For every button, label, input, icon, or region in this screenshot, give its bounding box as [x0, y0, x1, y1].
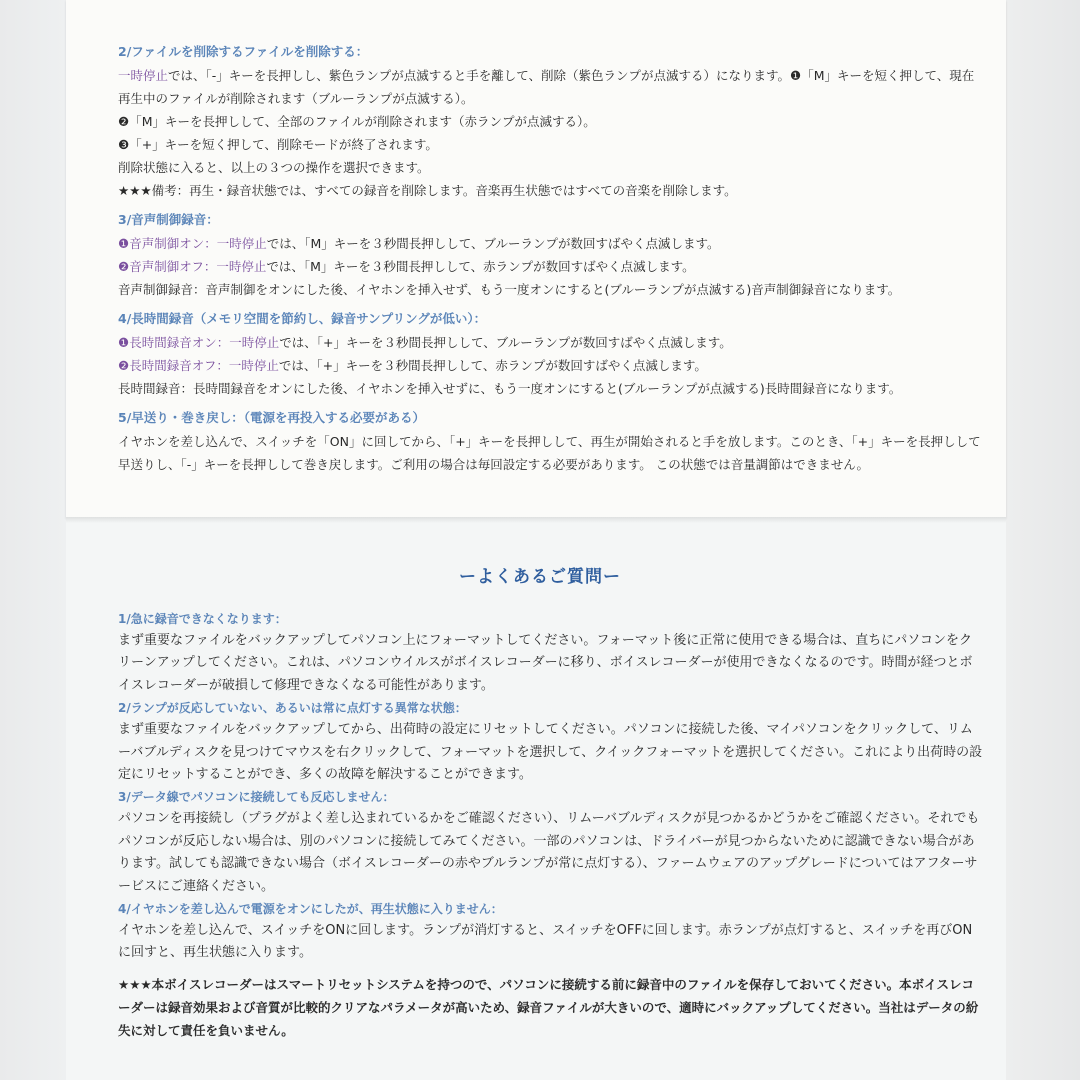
long-on-text: では、「+」キーを３秒間長押しして、ブルーランプが数回すばやく点滅します。 [279, 335, 732, 350]
delete-line-5: 削除状態に入ると、以上の３つの操作を選択できます。 [118, 160, 430, 175]
long-on-label: ❶長時間録音オン： [118, 335, 230, 350]
faq-answer-1: まず重要なファイルをバックアップしてパソコン上にフォーマットしてください。フォーマット後に正常に使用できる場合は、直ちにパソコンをクリーンアップしてください。これは、パソコンウイルスがボイスレコーダーに移り、ボイスレコーダーが使用できなくなるのです。時間が経つとボイスレコーダーが破損して修理できなくなる可能性があります。 [118, 633, 973, 693]
delete-line-3: ❷「M」キーを長押しして、全部のファイルが削除されます（赤ランプが点滅する）。 [118, 114, 596, 129]
paper-fold [66, 517, 1006, 523]
delete-line-2: 再生中のファイルが削除されます（ブルーランプが点滅する）。 [118, 91, 474, 106]
faq-question-3: 3/データ線でパソコンに接続しても反応しません： [118, 790, 395, 805]
long-on-line [118, 331, 978, 354]
section-heading-voice-control: 3/音声制御録音： [118, 212, 219, 227]
fast-forward-line-2: 早送りし、「-」キーを長押しして巻き戻します。ご利用の場合は毎回設定する必要があります。 この状態では音量調節はできません。 [118, 457, 869, 472]
delete-line-4: ❸「+」キーを短く押して、削除モードが終了されます。 [118, 137, 438, 152]
long-off-line [118, 354, 978, 377]
voice-off-text: では、「M」キーを３秒間長押しして、赤ランプが数回すばやく点滅します。 [266, 259, 695, 274]
pause-label: 一時停止 [229, 335, 280, 350]
pause-label: 一時停止 [216, 236, 267, 251]
right-background [1006, 0, 1080, 1080]
pause-label: 一時停止 [228, 358, 279, 373]
faq-answer-3: パソコンを再接続し（プラグがよく差し込まれているかをご確認ください）、リムーバブルディスクが見つかるかどうかをご確認ください。それでもパソコンが反応しない場合は、別のパソコンに接続してみてください。一部のパソコンは、ドライバーが見つからないために認識できない場合があります。試しても認識できない場合（ボイスレコーダーの赤やブルランプが常に点灯する）、ファームウェアのアップグレードについてはアフターサービスにご連絡ください。 [118, 811, 980, 894]
delete-line-1 [118, 64, 978, 87]
voice-on-label: ❶音声制御オン： [118, 236, 217, 251]
long-off-label: ❷長時間録音オフ： [118, 358, 229, 373]
faq-answer-4: イヤホンを差し込んで、スイッチをONに回します。ランプが消灯すると、スイッチをOFFに回します。赤ランプが点灯すると、スイッチを再びONに回すと、再生状態に入ります。 [118, 923, 973, 961]
voice-off-line [118, 255, 978, 278]
faq-question-2: 2/ランプが反応していない、あるいは常に点灯する異常な状態： [118, 701, 467, 716]
pause-label: 一時停止 [118, 68, 169, 83]
faq-question-1: 1/急に録音できなくなります： [118, 612, 287, 626]
left-background [0, 0, 66, 1080]
long-desc-line: 長時間録音：長時間録音をオンにした後、イヤホンを挿入せずに、もう一度オンにすると(ブルーランプが点滅する)長時間録音になります。 [118, 381, 902, 396]
delete-line-1-text: では、「-」キーを長押しし、紫色ランプが点滅すると手を離して、削除（紫色ランプが点滅する）になります。❶「M」キーを短く押して、現在 [168, 68, 975, 83]
faq-answer-2: まず重要なファイルをバックアップしてから、出荷時の設定にリセットしてください。パソコンに接続した後、マイパソコンをクリックして、リムーバブルディスクを見つけてマウスを右クリックして、フォーマットを選択して、クイックフォーマットを選択してください。これにより出荷時の設定にリセットすることができ、多くの故障を解決することができます。 [118, 722, 983, 783]
pause-label: 一時停止 [216, 259, 267, 274]
section-heading-long-recording: 4/長時間録音（メモリ空間を節約し、録音サンプリングが低い）： [118, 311, 487, 326]
faq-note: ★★★本ボイスレコーダーはスマートリセットシステムを持つので、パソコンに接続する前に録音中のファイルを保存しておいてください。本ボイスレコーダーは録音効果および音質が比較的クリアなパラメータが高いため、録音ファイルが大きいので、適時にバックアップしてください。当社はデータの紛失に対して責任を負いません。 [118, 976, 979, 1038]
instructions-section [118, 40, 981, 476]
fast-forward-line-1: イヤホンを差し込んで、スイッチを「ON」に回してから、「+」キーを長押しして、再生が開始されると手を放します。このとき、「+」キーを長押しして [118, 434, 981, 449]
section-heading-delete: 2/ファイルを削除するファイルを削除する： [118, 44, 369, 59]
faq-section [118, 608, 984, 1042]
voice-on-text: では、「M」キーを３秒間長押しして、ブルーランプが数回すばやく点滅します。 [266, 236, 720, 251]
voice-on-line [118, 232, 978, 255]
delete-note: ★★★備考：再生・録音状態では、すべての録音を削除します。音楽再生状態ではすべての音楽を削除します。 [118, 183, 737, 198]
faq-title: ーよくあるご質問ー [459, 567, 621, 587]
voice-desc-line: 音声制御録音：音声制御をオンにした後、イヤホンを挿入せず、もう一度オンにすると(ブルーランプが点滅する)音声制御録音になります。 [118, 282, 901, 297]
faq-question-4: 4/イヤホンを差し込んで電源をオンにしたが、再生状態に入りません： [118, 902, 503, 917]
voice-off-label: ❷音声制御オフ： [118, 259, 217, 274]
long-off-text: では、「+」キーを３秒間長押しして、赤ランプが数回すばやく点滅します。 [278, 358, 707, 373]
section-heading-fast-forward: 5/早送り・巻き戻し：（電源を再投入する必要がある） [118, 410, 426, 425]
